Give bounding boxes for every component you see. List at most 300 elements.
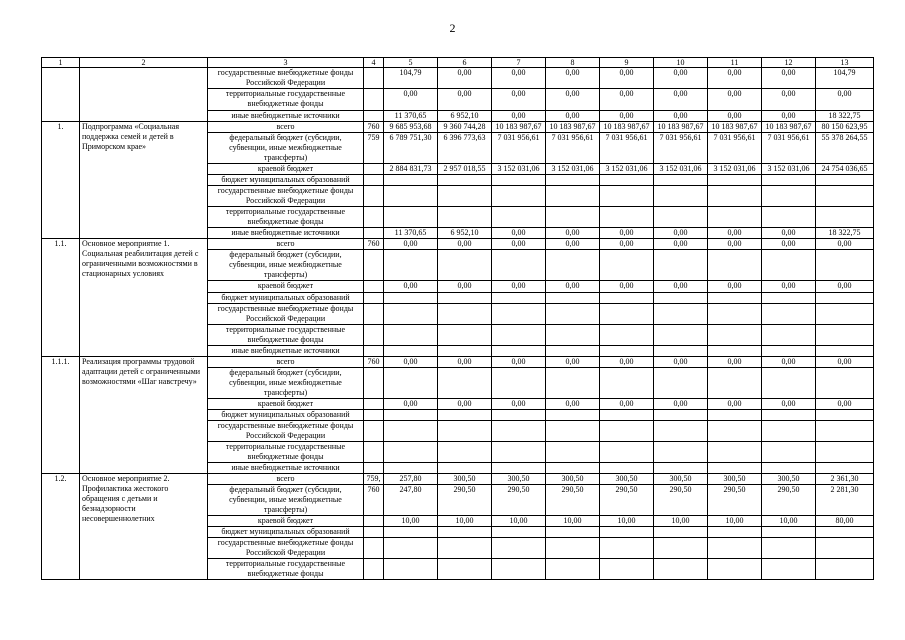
value-cell-col-7: [492, 325, 546, 346]
value-cell-col-10: [654, 559, 708, 580]
value-cell-col-13: [816, 304, 874, 325]
funding-source-cell: бюджет муниципальных образований: [208, 293, 364, 304]
value-cell-col-6: 0,00: [438, 281, 492, 293]
code-cell: 760: [364, 122, 384, 133]
value-cell-col-5: [384, 304, 438, 325]
value-cell-col-7: 7 031 956,61: [492, 133, 546, 164]
value-cell-col-11: [708, 207, 762, 228]
funding-source-cell: территориальные государственные внебюджетные фонды: [208, 207, 364, 228]
value-cell-col-7: 290,50: [492, 485, 546, 516]
value-cell-col-13: [816, 559, 874, 580]
value-cell-col-5: 2 884 831,73: [384, 164, 438, 175]
value-cell-col-9: 0,00: [600, 239, 654, 250]
value-cell-col-13: [816, 538, 874, 559]
value-cell-col-7: [492, 304, 546, 325]
value-cell-col-11: 0,00: [708, 399, 762, 410]
value-cell-col-12: 0,00: [762, 357, 816, 368]
funding-source-cell: территориальные государственные внебюджетные фонды: [208, 442, 364, 463]
value-cell-col-7: [492, 410, 546, 421]
value-cell-col-13: 80 150 623,95: [816, 122, 874, 133]
value-cell-col-7: [492, 346, 546, 357]
value-cell-col-8: 0,00: [546, 239, 600, 250]
header-cell-6: 6: [438, 58, 492, 68]
value-cell-col-9: 0,00: [600, 68, 654, 89]
value-cell-col-5: [384, 207, 438, 228]
value-cell-col-11: [708, 559, 762, 580]
value-cell-col-8: 0,00: [546, 228, 600, 239]
value-cell-col-7: [492, 463, 546, 474]
value-cell-col-10: [654, 304, 708, 325]
value-cell-col-13: [816, 421, 874, 442]
value-cell-col-12: [762, 304, 816, 325]
value-cell-col-9: [600, 293, 654, 304]
value-cell-col-12: 0,00: [762, 68, 816, 89]
value-cell-col-12: [762, 421, 816, 442]
budget-table: [41, 57, 874, 580]
value-cell-col-8: 7 031 956,61: [546, 133, 600, 164]
value-cell-col-9: 0,00: [600, 228, 654, 239]
value-cell-col-5: 257,80: [384, 474, 438, 485]
value-cell-col-10: 0,00: [654, 89, 708, 111]
value-cell-col-5: [384, 368, 438, 399]
code-cell: [364, 527, 384, 538]
value-cell-col-8: [546, 463, 600, 474]
value-cell-col-7: 0,00: [492, 89, 546, 111]
value-cell-col-12: 0,00: [762, 228, 816, 239]
value-cell-col-10: [654, 442, 708, 463]
value-cell-col-6: [438, 368, 492, 399]
value-cell-col-6: 6 396 773,63: [438, 133, 492, 164]
value-cell-col-8: [546, 207, 600, 228]
value-cell-col-11: 300,50: [708, 474, 762, 485]
value-cell-col-7: [492, 442, 546, 463]
value-cell-col-12: [762, 463, 816, 474]
value-cell-col-9: 3 152 031,06: [600, 164, 654, 175]
header-row: [42, 58, 874, 68]
value-cell-col-8: [546, 538, 600, 559]
header-cell-1: 1: [42, 58, 80, 68]
value-cell-col-8: 0,00: [546, 111, 600, 122]
value-cell-col-5: [384, 559, 438, 580]
value-cell-col-5: [384, 410, 438, 421]
funding-source-cell: краевой бюджет: [208, 281, 364, 293]
value-cell-col-10: [654, 368, 708, 399]
value-cell-col-13: 0,00: [816, 281, 874, 293]
funding-source-cell: краевой бюджет: [208, 399, 364, 410]
funding-source-cell: иные внебюджетные источники: [208, 111, 364, 122]
value-cell-col-7: 10 183 987,67: [492, 122, 546, 133]
value-cell-col-11: [708, 442, 762, 463]
value-cell-col-12: [762, 442, 816, 463]
value-cell-col-12: [762, 175, 816, 186]
value-cell-col-6: [438, 250, 492, 281]
value-cell-col-10: 7 031 956,61: [654, 133, 708, 164]
value-cell-col-10: [654, 410, 708, 421]
value-cell-col-6: [438, 346, 492, 357]
value-cell-col-8: 10 183 987,67: [546, 122, 600, 133]
code-cell: [364, 346, 384, 357]
header-cell-3: 3: [208, 58, 364, 68]
funding-source-cell: краевой бюджет: [208, 516, 364, 527]
header-cell-9: 9: [600, 58, 654, 68]
value-cell-col-12: 300,50: [762, 474, 816, 485]
value-cell-col-9: [600, 442, 654, 463]
value-cell-col-11: 290,50: [708, 485, 762, 516]
value-cell-col-8: 300,50: [546, 474, 600, 485]
funding-source-cell: федеральный бюджет (субсидии, субвенции, иные межбюджетные трансферты): [208, 485, 364, 516]
value-cell-col-7: [492, 559, 546, 580]
code-cell: [364, 207, 384, 228]
value-cell-col-7: 0,00: [492, 281, 546, 293]
funding-source-cell: территориальные государственные внебюджетные фонды: [208, 559, 364, 580]
funding-source-cell: федеральный бюджет (субсидии, субвенции, иные межбюджетные трансферты): [208, 250, 364, 281]
value-cell-col-9: 0,00: [600, 357, 654, 368]
value-cell-col-7: [492, 538, 546, 559]
value-cell-col-8: 3 152 031,06: [546, 164, 600, 175]
value-cell-col-13: [816, 463, 874, 474]
value-cell-col-11: 3 152 031,06: [708, 164, 762, 175]
program-name-cell: [80, 68, 208, 122]
value-cell-col-11: 10 183 987,67: [708, 122, 762, 133]
value-cell-col-8: [546, 410, 600, 421]
value-cell-col-12: 7 031 956,61: [762, 133, 816, 164]
value-cell-col-11: [708, 293, 762, 304]
value-cell-col-8: 290,50: [546, 485, 600, 516]
value-cell-col-8: [546, 442, 600, 463]
funding-source-cell: федеральный бюджет (субсидии, субвенции, иные межбюджетные трансферты): [208, 368, 364, 399]
value-cell-col-7: [492, 368, 546, 399]
value-cell-col-10: 0,00: [654, 228, 708, 239]
value-cell-col-7: [492, 186, 546, 207]
row-number-cell: 1.1.: [42, 239, 80, 357]
value-cell-col-12: [762, 293, 816, 304]
value-cell-col-5: 0,00: [384, 281, 438, 293]
value-cell-col-7: [492, 175, 546, 186]
value-cell-col-6: 10,00: [438, 516, 492, 527]
value-cell-col-5: [384, 186, 438, 207]
code-cell: [364, 68, 384, 89]
value-cell-col-13: 2 281,30: [816, 485, 874, 516]
value-cell-col-7: 0,00: [492, 68, 546, 89]
value-cell-col-6: [438, 463, 492, 474]
page-number: 2: [449, 21, 456, 35]
value-cell-col-11: 0,00: [708, 228, 762, 239]
value-cell-col-13: 18 322,75: [816, 228, 874, 239]
value-cell-col-9: [600, 304, 654, 325]
value-cell-col-13: 0,00: [816, 357, 874, 368]
value-cell-col-13: 0,00: [816, 89, 874, 111]
program-name-cell: Подпрограмма «Социальная поддержка семей и детей в Приморском крае»: [80, 122, 208, 239]
value-cell-col-7: 300,50: [492, 474, 546, 485]
value-cell-col-8: [546, 559, 600, 580]
code-cell: [364, 516, 384, 527]
value-cell-col-5: 10,00: [384, 516, 438, 527]
funding-source-cell: государственные внебюджетные фонды Российской Федерации: [208, 304, 364, 325]
value-cell-col-10: 0,00: [654, 239, 708, 250]
table-row: [42, 474, 874, 485]
value-cell-col-9: [600, 410, 654, 421]
funding-source-cell: иные внебюджетные источники: [208, 463, 364, 474]
value-cell-col-13: 24 754 036,65: [816, 164, 874, 175]
value-cell-col-9: [600, 186, 654, 207]
value-cell-col-8: [546, 175, 600, 186]
value-cell-col-6: 290,50: [438, 485, 492, 516]
table-row: [42, 357, 874, 368]
code-cell: [364, 538, 384, 559]
value-cell-col-10: 10,00: [654, 516, 708, 527]
value-cell-col-10: [654, 538, 708, 559]
value-cell-col-9: 300,50: [600, 474, 654, 485]
code-cell: [364, 164, 384, 175]
value-cell-col-13: 0,00: [816, 239, 874, 250]
value-cell-col-6: 0,00: [438, 89, 492, 111]
value-cell-col-13: [816, 207, 874, 228]
value-cell-col-10: 10 183 987,67: [654, 122, 708, 133]
value-cell-col-12: [762, 368, 816, 399]
value-cell-col-9: 0,00: [600, 399, 654, 410]
funding-source-cell: государственные внебюджетные фонды Российской Федерации: [208, 538, 364, 559]
row-number-cell: 1.1.1.: [42, 357, 80, 474]
value-cell-col-5: [384, 442, 438, 463]
value-cell-col-13: 0,00: [816, 399, 874, 410]
funding-source-cell: территориальные государственные внебюджетные фонды: [208, 89, 364, 111]
value-cell-col-6: [438, 421, 492, 442]
value-cell-col-13: [816, 250, 874, 281]
value-cell-col-13: 104,79: [816, 68, 874, 89]
value-cell-col-11: [708, 186, 762, 207]
value-cell-col-12: 290,50: [762, 485, 816, 516]
value-cell-col-8: [546, 346, 600, 357]
value-cell-col-5: [384, 250, 438, 281]
value-cell-col-6: [438, 175, 492, 186]
value-cell-col-7: 0,00: [492, 111, 546, 122]
value-cell-col-10: 290,50: [654, 485, 708, 516]
code-cell: 759: [364, 133, 384, 164]
value-cell-col-8: [546, 421, 600, 442]
funding-source-cell: территориальные государственные внебюджетные фонды: [208, 325, 364, 346]
value-cell-col-8: 0,00: [546, 399, 600, 410]
value-cell-col-8: [546, 304, 600, 325]
value-cell-col-13: [816, 442, 874, 463]
table-row: [42, 239, 874, 250]
value-cell-col-7: [492, 250, 546, 281]
code-cell: 760: [364, 239, 384, 250]
value-cell-col-13: [816, 325, 874, 346]
value-cell-col-10: [654, 527, 708, 538]
funding-source-cell: всего: [208, 357, 364, 368]
program-name-cell: Основное мероприятие 1. Социальная реабилитация детей с ограниченными возможностями в стационарных условиях: [80, 239, 208, 357]
value-cell-col-12: [762, 346, 816, 357]
value-cell-col-5: 11 370,65: [384, 228, 438, 239]
header-cell-5: 5: [384, 58, 438, 68]
value-cell-col-9: [600, 527, 654, 538]
value-cell-col-5: [384, 293, 438, 304]
value-cell-col-6: 2 957 018,55: [438, 164, 492, 175]
value-cell-col-9: [600, 421, 654, 442]
value-cell-col-12: [762, 250, 816, 281]
value-cell-col-9: [600, 538, 654, 559]
value-cell-col-10: 0,00: [654, 357, 708, 368]
value-cell-col-6: 0,00: [438, 399, 492, 410]
header-cell-4: 4: [364, 58, 384, 68]
value-cell-col-12: 0,00: [762, 399, 816, 410]
value-cell-col-6: [438, 293, 492, 304]
value-cell-col-6: [438, 207, 492, 228]
value-cell-col-12: [762, 410, 816, 421]
value-cell-col-12: 0,00: [762, 239, 816, 250]
value-cell-col-13: 2 361,30: [816, 474, 874, 485]
value-cell-col-5: 0,00: [384, 89, 438, 111]
value-cell-col-11: [708, 325, 762, 346]
value-cell-col-8: [546, 325, 600, 346]
value-cell-col-5: [384, 463, 438, 474]
value-cell-col-11: [708, 538, 762, 559]
value-cell-col-13: [816, 410, 874, 421]
row-number-cell: [42, 68, 80, 122]
funding-source-cell: государственные внебюджетные фонды Российской Федерации: [208, 421, 364, 442]
funding-source-cell: государственные внебюджетные фонды Российской Федерации: [208, 186, 364, 207]
value-cell-col-10: 0,00: [654, 399, 708, 410]
funding-source-cell: иные внебюджетные источники: [208, 228, 364, 239]
value-cell-col-12: [762, 527, 816, 538]
value-cell-col-10: [654, 175, 708, 186]
header-cell-12: 12: [762, 58, 816, 68]
value-cell-col-5: [384, 527, 438, 538]
table-row: [42, 122, 874, 133]
value-cell-col-9: 7 031 956,61: [600, 133, 654, 164]
value-cell-col-13: [816, 346, 874, 357]
value-cell-col-6: 0,00: [438, 357, 492, 368]
value-cell-col-10: 0,00: [654, 68, 708, 89]
value-cell-col-13: [816, 186, 874, 207]
value-cell-col-10: [654, 421, 708, 442]
value-cell-col-5: 6 789 751,30: [384, 133, 438, 164]
value-cell-col-9: [600, 346, 654, 357]
code-cell: [364, 89, 384, 111]
value-cell-col-6: 6 952,10: [438, 228, 492, 239]
value-cell-col-11: 0,00: [708, 357, 762, 368]
code-cell: [364, 228, 384, 239]
code-cell: [364, 325, 384, 346]
value-cell-col-11: 0,00: [708, 239, 762, 250]
row-number-cell: 1.2.: [42, 474, 80, 580]
value-cell-col-11: [708, 463, 762, 474]
value-cell-col-5: 247,80: [384, 485, 438, 516]
value-cell-col-11: 7 031 956,61: [708, 133, 762, 164]
value-cell-col-12: 0,00: [762, 111, 816, 122]
value-cell-col-9: [600, 559, 654, 580]
header-cell-11: 11: [708, 58, 762, 68]
code-cell: [364, 463, 384, 474]
header-cell-7: 7: [492, 58, 546, 68]
value-cell-col-12: 0,00: [762, 281, 816, 293]
header-cell-13: 13: [816, 58, 874, 68]
value-cell-col-11: 10,00: [708, 516, 762, 527]
value-cell-col-6: [438, 442, 492, 463]
value-cell-col-6: [438, 559, 492, 580]
value-cell-col-12: 0,00: [762, 89, 816, 111]
value-cell-col-11: [708, 346, 762, 357]
value-cell-col-6: [438, 304, 492, 325]
value-cell-col-13: [816, 175, 874, 186]
value-cell-col-11: [708, 421, 762, 442]
value-cell-col-8: 10,00: [546, 516, 600, 527]
code-cell: [364, 399, 384, 410]
value-cell-col-9: [600, 175, 654, 186]
value-cell-col-5: [384, 538, 438, 559]
value-cell-col-10: [654, 346, 708, 357]
program-name-cell: Реализация программы трудовой адаптации детей с ограниченными возможностями «Шаг навстречу»: [80, 357, 208, 474]
table-row: [42, 68, 874, 89]
value-cell-col-12: 10,00: [762, 516, 816, 527]
value-cell-col-9: 0,00: [600, 89, 654, 111]
value-cell-col-10: [654, 463, 708, 474]
value-cell-col-8: [546, 250, 600, 281]
code-cell: [364, 281, 384, 293]
value-cell-col-6: [438, 186, 492, 207]
value-cell-col-11: [708, 175, 762, 186]
value-cell-col-12: [762, 538, 816, 559]
value-cell-col-6: [438, 325, 492, 346]
funding-source-cell: всего: [208, 474, 364, 485]
value-cell-col-5: 0,00: [384, 399, 438, 410]
value-cell-col-9: 0,00: [600, 111, 654, 122]
code-cell: [364, 304, 384, 325]
code-cell: [364, 442, 384, 463]
value-cell-col-9: 290,50: [600, 485, 654, 516]
code-cell: [364, 186, 384, 207]
code-cell: [364, 250, 384, 281]
value-cell-col-11: [708, 527, 762, 538]
value-cell-col-11: [708, 250, 762, 281]
value-cell-col-13: [816, 293, 874, 304]
value-cell-col-6: [438, 527, 492, 538]
value-cell-col-12: [762, 186, 816, 207]
value-cell-col-11: 0,00: [708, 68, 762, 89]
value-cell-col-10: 0,00: [654, 281, 708, 293]
value-cell-col-11: [708, 304, 762, 325]
code-cell: [364, 410, 384, 421]
value-cell-col-11: [708, 368, 762, 399]
value-cell-col-7: [492, 207, 546, 228]
value-cell-col-13: 18 322,75: [816, 111, 874, 122]
value-cell-col-5: 9 685 953,68: [384, 122, 438, 133]
value-cell-col-10: [654, 250, 708, 281]
header-cell-8: 8: [546, 58, 600, 68]
value-cell-col-10: [654, 293, 708, 304]
value-cell-col-6: [438, 410, 492, 421]
value-cell-col-8: 0,00: [546, 68, 600, 89]
code-cell: [364, 175, 384, 186]
value-cell-col-11: 0,00: [708, 111, 762, 122]
code-cell: [364, 111, 384, 122]
value-cell-col-7: [492, 421, 546, 442]
value-cell-col-5: 0,00: [384, 357, 438, 368]
row-number-cell: 1.: [42, 122, 80, 239]
value-cell-col-11: [708, 410, 762, 421]
value-cell-col-13: [816, 527, 874, 538]
funding-source-cell: федеральный бюджет (субсидии, субвенции, иные межбюджетные трансферты): [208, 133, 364, 164]
value-cell-col-5: 11 370,65: [384, 111, 438, 122]
funding-source-cell: бюджет муниципальных образований: [208, 410, 364, 421]
code-cell: [364, 368, 384, 399]
code-cell: [364, 421, 384, 442]
value-cell-col-7: 10,00: [492, 516, 546, 527]
table-body: [42, 58, 874, 580]
header-cell-2: 2: [80, 58, 208, 68]
value-cell-col-10: [654, 186, 708, 207]
value-cell-col-5: [384, 421, 438, 442]
